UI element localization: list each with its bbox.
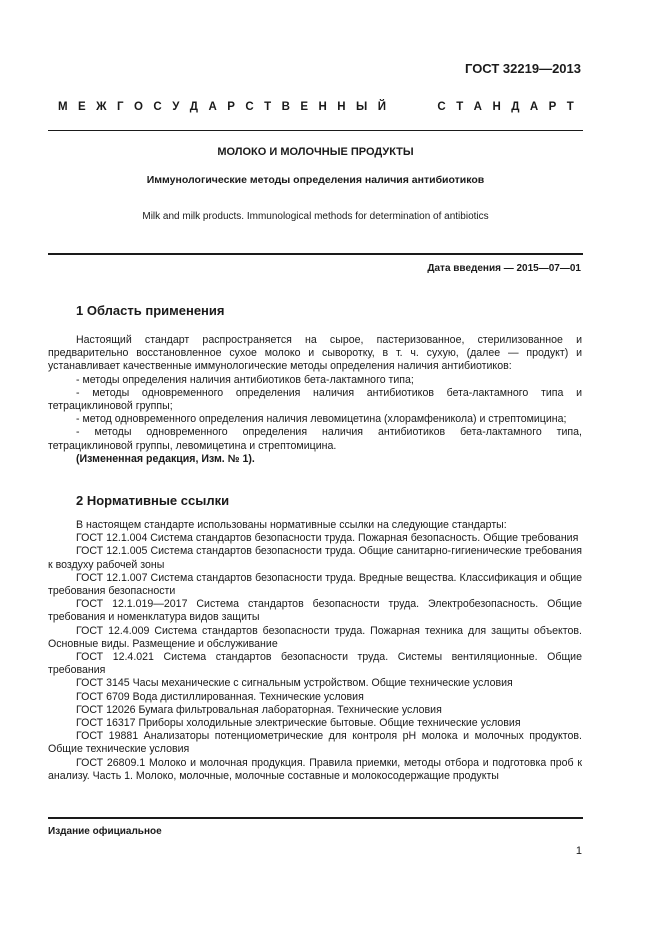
section-2-heading: 2 Нормативные ссылки	[76, 493, 230, 508]
banner-letter: С	[245, 101, 254, 113]
banner-letter: Р	[548, 101, 557, 113]
banner-letter: Д	[511, 101, 520, 113]
banner-letter: М	[58, 101, 68, 113]
reference-item: ГОСТ 6709 Вода дистиллированная. Технические условия	[76, 690, 364, 703]
banner-letter: С	[437, 101, 446, 113]
reference-item: ГОСТ 12.1.004 Система стандартов безопасности труда. Пожарная безопасность. Общие требования	[76, 532, 579, 545]
section-2-body	[48, 519, 582, 783]
banner-letter: Н	[337, 101, 346, 113]
banner-letter: Ы	[356, 101, 368, 113]
list-item: - методы определения наличия антибиотиков бета-лактамного типа;	[76, 373, 414, 386]
section-1-heading: 1 Область применения	[76, 303, 225, 318]
reference-item: ГОСТ 12.1.019—2017 Система стандартов безопасности труда. Электробезопасность. Общие требования и номенклатура видов защиты	[48, 598, 582, 624]
banner-letter: А	[208, 101, 217, 113]
document-title-english: Milk and milk products. Immunological methods for determination of antibiotics	[142, 211, 489, 222]
banner-letter: Н	[318, 101, 327, 113]
banner-letter: А	[473, 101, 482, 113]
document-subtitle: Иммунологические методы определения наличия антибиотиков	[146, 174, 485, 186]
reference-item: ГОСТ 19881 Анализаторы потенциометрические для контроля pH молока и молочных продуктов. Общие технические условия	[48, 730, 582, 756]
banner-letter: О	[134, 101, 143, 113]
banner-letter: А	[529, 101, 539, 113]
banner-letter: В	[281, 101, 290, 113]
page-number: 1	[575, 845, 582, 857]
banner-letter: С	[153, 101, 162, 113]
banner-letter: Д	[189, 101, 198, 113]
list-item: - методы одновременного определения наличия антибиотиков бета-лактамного типа и тетрациклиновой группы;	[48, 386, 582, 413]
banner-letter: Е	[300, 101, 309, 113]
paragraph: В настоящем стандарте использованы нормативные ссылки на следующие стандарты:	[76, 519, 507, 531]
list-item: - методы одновременного определения наличия антибиотиков бета-лактамного типа, тетрациклиновой группы, левомицетина и стрептомицина.	[48, 426, 582, 452]
reference-item: ГОСТ 26809.1 Молоко и молочная продукция. Правила приемки, методы отбора и подготовка проб к анализу. Часть 1. Молоко, молочные, молочные составные и молокосодержащие продукты	[48, 756, 582, 782]
banner-letter: Е	[78, 101, 86, 113]
banner-letter: Т	[264, 101, 272, 113]
section-1-body	[48, 334, 582, 466]
reference-item: ГОСТ 12026 Бумага фильтровальная лабораторная. Технические условия	[76, 703, 442, 716]
list-item: - метод одновременного определения наличия левомицетина (хлорамфеникола) и стрептомицина;	[76, 413, 567, 426]
banner-letter: Г	[117, 101, 124, 113]
standard-type-banner	[58, 101, 574, 113]
reference-item: ГОСТ 12.1.005 Система стандартов безопасности труда. Общие санитарно-гигиенические требования к воздуху рабочей зоны	[48, 545, 582, 571]
banner-letter: Т	[566, 101, 574, 113]
footer-divider	[48, 817, 583, 819]
document-code: ГОСТ 32219—2013	[465, 61, 581, 76]
introduction-date: Дата введения — 2015—07—01	[427, 263, 581, 274]
title-divider	[48, 253, 583, 255]
banner-letter: Н	[492, 101, 501, 113]
paragraph: Настоящий стандарт распространяется на сырое, пастеризованное, стерилизованное и предварительно восстановленное сухое молоко и сыворотку, в т. ч. сухую, (далее — продукт) и устанавливает качественные иммунологические методы определения наличия антибиотиков:	[48, 334, 582, 373]
banner-gap	[410, 101, 413, 113]
banner-letter: Т	[456, 101, 464, 113]
banner-letter: У	[172, 101, 180, 113]
reference-item: ГОСТ 12.4.021 Система стандартов безопасности труда. Системы вентиляционные. Общие требования	[48, 651, 582, 677]
header-divider	[48, 130, 583, 131]
document-title: МОЛОКО И МОЛОЧНЫЕ ПРОДУКТЫ	[217, 146, 414, 158]
amendment-note: (Измененная редакция, Изм. № 1).	[76, 452, 255, 465]
reference-item: ГОСТ 12.4.009 Система стандартов безопасности труда. Пожарная техника для защиты объектов. Основные виды. Размещение и обслуживание	[48, 624, 582, 650]
banner-letter: Й	[377, 101, 386, 113]
banner-gap	[424, 101, 427, 113]
reference-item: ГОСТ 12.1.007 Система стандартов безопасности труда. Вредные вещества. Классификация и общие требования безопасности	[48, 571, 582, 598]
reference-item: ГОСТ 3145 Часы механические с сигнальным устройством. Общие технические условия	[76, 677, 513, 690]
banner-gap	[396, 101, 399, 113]
reference-item: ГОСТ 16317 Приборы холодильные электрические бытовые. Общие технические условия	[76, 717, 521, 730]
banner-letter: Ж	[96, 101, 107, 113]
edition-note: Издание официальное	[48, 826, 162, 837]
banner-letter: Р	[227, 101, 235, 113]
